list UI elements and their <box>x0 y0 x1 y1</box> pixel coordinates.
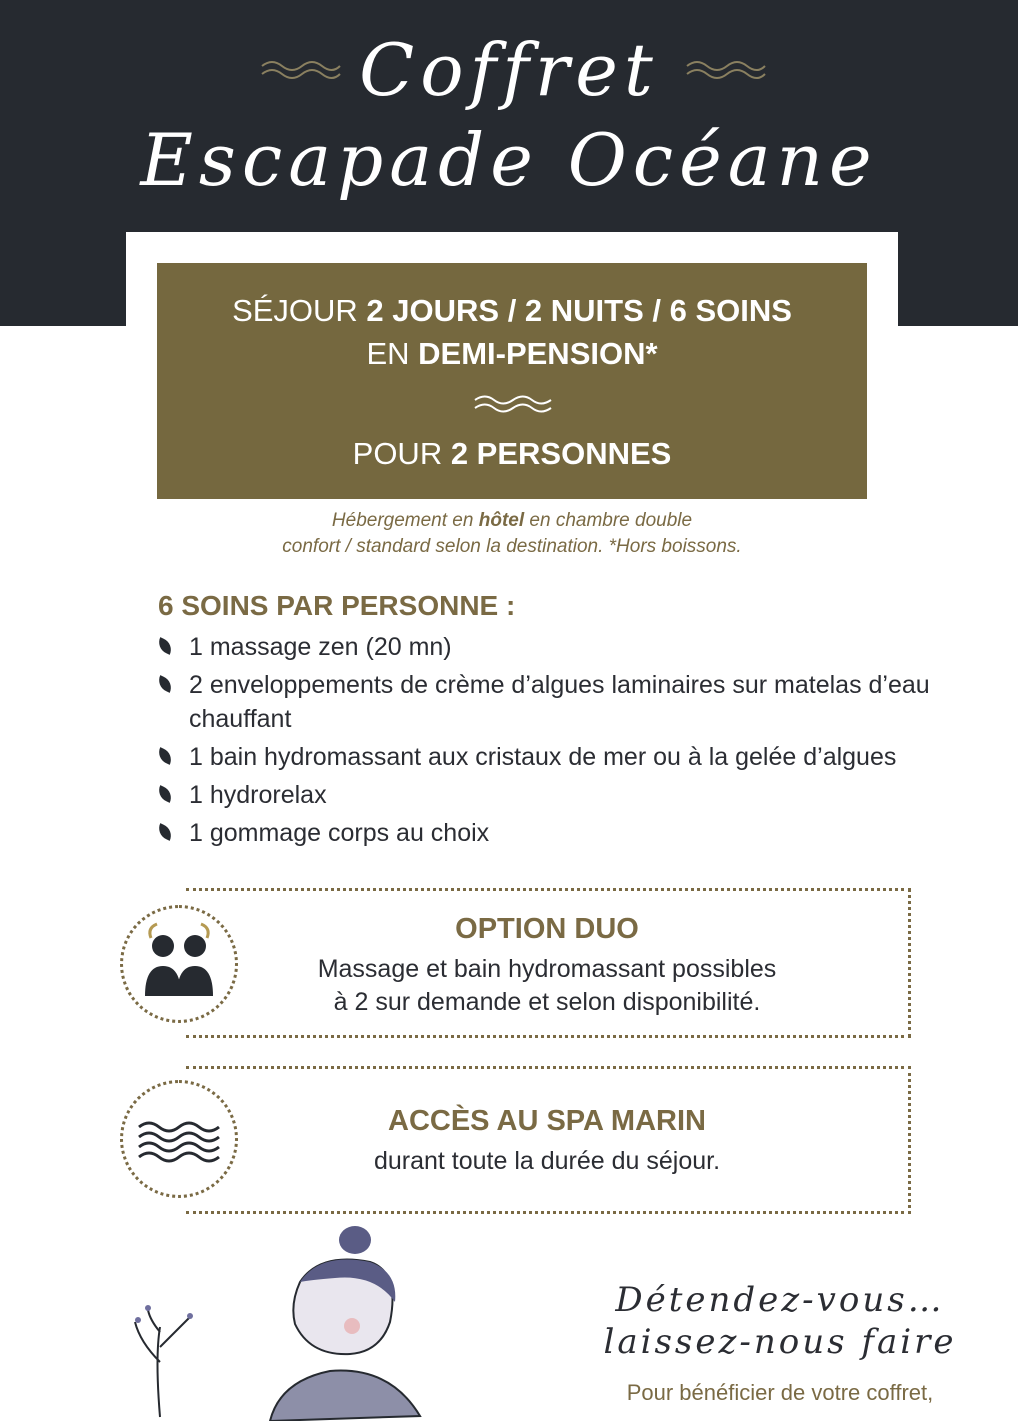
offer-line-2-prefix: EN <box>366 336 419 371</box>
list-item <box>157 778 987 812</box>
tagline-line-2: laissez-nous faire <box>603 1322 957 1362</box>
tagline-line-1: Détendez-vous… <box>615 1280 945 1320</box>
offer-line-1 <box>157 293 867 329</box>
offer-line-2 <box>157 336 867 372</box>
soins-title: 6 SOINS PAR PERSONNE : <box>158 590 516 621</box>
list-item <box>157 630 987 664</box>
offer-line-3 <box>157 436 867 472</box>
leaf-bullet-icon <box>155 747 175 765</box>
note-text-b: en chambre double <box>524 510 693 531</box>
option-duo-line-2: à 2 sur demande et selon disponibilité. <box>333 988 761 1016</box>
footer-text-line-1: Pour bénéficier de votre coffret, <box>626 1380 934 1405</box>
wave-divider-icon <box>473 393 553 415</box>
list-item <box>157 668 987 736</box>
offer-box <box>157 263 867 499</box>
waves-icon <box>120 1080 238 1198</box>
note-text-a: Hébergement en <box>331 510 479 531</box>
list-item <box>157 740 987 774</box>
note-text-bold: hôtel <box>478 510 525 531</box>
leaf-bullet-icon <box>155 823 175 841</box>
spa-access-box <box>186 1066 911 1214</box>
leaf-bullet-icon <box>155 637 175 655</box>
title-line-1: Coffret <box>359 28 659 112</box>
title-line-2: Escapade Océane <box>140 118 878 202</box>
offer-line-1-prefix: SÉJOUR <box>232 293 367 328</box>
option-duo-title: OPTION DUO <box>455 913 639 945</box>
offer-line-3-bold: 2 PERSONNES <box>450 436 672 471</box>
leaf-bullet-icon <box>155 675 175 693</box>
list-item <box>157 816 987 850</box>
list-item-text: 1 massage zen (20 mn) <box>189 633 452 661</box>
list-item-text: 1 bain hydromassant aux cristaux de mer ou à la gelée d’algues <box>189 743 897 771</box>
list-item-text: 2 enveloppements de crème d’algues laminaires sur matelas d’eau chauffant <box>189 671 930 733</box>
accommodation-note-line-1 <box>157 510 867 532</box>
offer-line-3-prefix: POUR <box>352 436 451 471</box>
woman-illustration-icon <box>120 1222 540 1421</box>
soins-list <box>157 630 987 854</box>
option-duo-line-1: Massage et bain hydromassant possibles <box>317 955 777 983</box>
list-item-text: 1 hydrorelax <box>189 781 327 809</box>
spa-access-line-1: durant toute la durée du séjour. <box>373 1147 721 1175</box>
leaf-bullet-icon <box>155 785 175 803</box>
offer-line-2-bold: DEMI-PENSION* <box>418 336 658 371</box>
option-duo-box <box>186 888 911 1038</box>
offer-line-1-bold: 2 JOURS / 2 NUITS / 6 SOINS <box>366 293 792 328</box>
list-item-text: 1 gommage corps au choix <box>189 819 490 847</box>
spa-access-title: ACCÈS AU SPA MARIN <box>388 1105 706 1137</box>
accommodation-note-line-2: confort / standard selon la destination. *Hors boissons. <box>282 536 742 557</box>
two-women-icon <box>120 905 238 1023</box>
